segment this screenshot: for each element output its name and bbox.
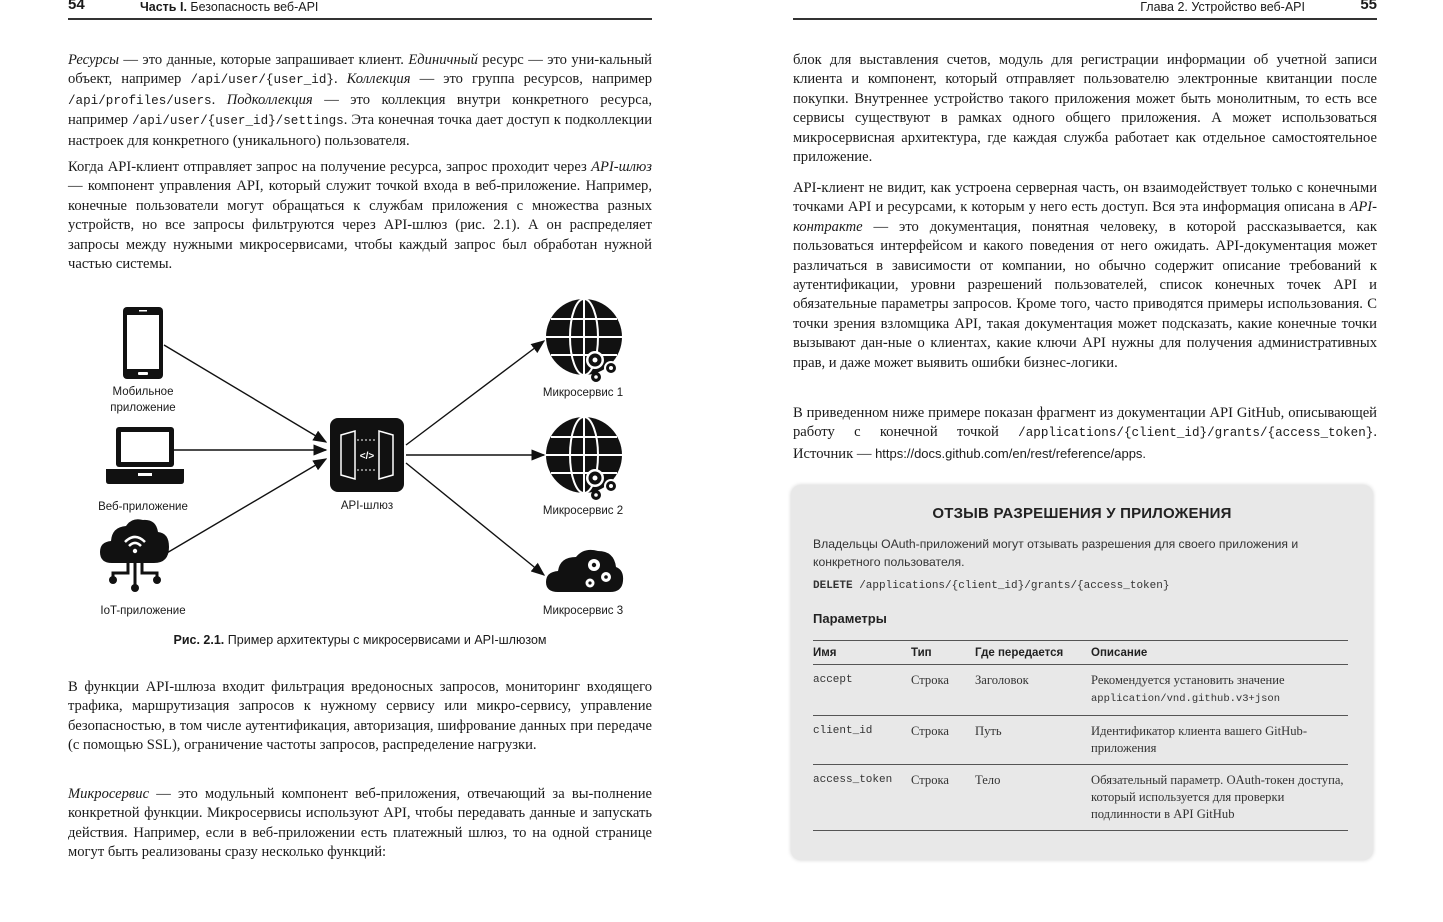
doc-endpoint: DELETE /applications/{client_id}/grants/{access_token}	[813, 580, 1170, 592]
paragraph-api-gateway: Когда API-клиент отправляет запрос на получение ресурса, запрос проходит через API-шлюз — компонент управления API, который служит точкой входа в веб-приложение. Например, конечные пользователи могут обращаться к службам приложения с множества разных устройств, но все запросы фильтруются через API-шлюз (рис. 2.1). А он распределяет запросы между нужными микросервисами, чтобы каждый запрос был обработан нужной частью системы.	[68, 159, 652, 273]
page-number: 54	[68, 0, 85, 13]
paragraph-github-example: В приведенном ниже примере показан фрагмент из документации API GitHub, описывающей работу с конечной точкой /applications/{client_id}/grants/{access_token}. Источник — https://docs.github.com/en/rest/reference/apps.	[793, 405, 1377, 462]
label-mobile-app: Мобильное приложение	[110, 386, 176, 414]
globe-gear-icon-1	[546, 299, 622, 382]
source-link[interactable]: https://docs.github.com/en/rest/reference/apps.	[875, 445, 1147, 461]
label-microservice-1: Микросервис 1	[542, 387, 624, 399]
label-web-app: Веб-приложение	[98, 501, 188, 513]
paragraph-microservice: Микросервис — это модульный компонент веб-приложения, отвечающий за вы-полнение конкретной функции. Микросервисы используют API, чтобы передавать данные и запускать действия. Например, если в веб-приложении есть платежный шлюз, то на одной странице могут быть реализованы сразу несколько функций:	[68, 786, 652, 861]
col-type: Тип	[911, 641, 975, 665]
label-iot-app: IoT-приложение	[100, 605, 186, 617]
col-description: Описание	[1091, 641, 1348, 665]
doc-params-heading: Параметры	[813, 611, 887, 626]
table-row: client_id Строка Путь Идентификатор клиента вашего GitHub-приложения	[813, 716, 1348, 765]
doc-title: ОТЗЫВ РАЗРЕШЕНИЯ У ПРИЛОЖЕНИЯ	[932, 505, 1232, 522]
col-in: Где передается	[975, 641, 1091, 665]
diagram-canvas	[68, 295, 652, 630]
table-row: access_token Строка Тело Обязательный параметр. OAuth-токен доступа, который используется для проверки подлинности в API GitHub	[813, 765, 1348, 831]
label-microservice-3: Микросервис 3	[542, 605, 624, 617]
svg-text:</>: </>	[359, 451, 375, 462]
page-number: 55	[1360, 0, 1377, 13]
paragraph-gateway-functions: В функции API-шлюза входит фильтрация вредоносных запросов, мониторинг входящего трафика, маршрутизация запросов к нужному сервису или микро-сервису, управление безопасностью, в том числе аутентификация, авторизация, шифрование данных при передаче (с помощью SSL), ограничение частоты запросов, распределение нагрузки.	[68, 679, 652, 754]
right-page	[793, 0, 1377, 462]
api-gateway-icon	[330, 418, 404, 492]
running-head-left	[68, 0, 652, 20]
paragraph-api-contract: API-клиент не видит, как устроена серверная часть, он взаимодействует только с конечными точками API и ресурсами, к которым у него есть доступ. Вся эта информация описана в API-контракте — это документация, понятная человеку, в которой рассказывается, как пользоваться интерфейсом и какого поведения от него ожидать. API-документация может различаться в зависимости от компании, но обычно содержит описание требований к аутентификации, уровни разрешений пользователей, список конечных точек API и обязательные параметры запросов. Кроме того, часто приводятся примеры использования. С точки зрения взломщика API, такая документация может подсказать, какие конечные точки вызывают дан-ные о клиентах, какие ключи API нужны для получения административных прав, и даже может выявить ошибки бизнес-логики.	[793, 180, 1377, 371]
doc-description: Владельцы OAuth-приложений могут отзывать разрешения для своего приложения и конкретного пользователя.	[813, 537, 1299, 569]
figure-architecture-diagram	[68, 295, 652, 630]
figure-caption: Рис. 2.1. Пример архитектуры с микросервисами и API-шлюзом	[173, 633, 547, 647]
laptop-icon	[106, 427, 184, 484]
running-head-title: Глава 2. Устройство веб-API	[1140, 0, 1305, 14]
paragraph-app-structure: блок для выставления счетов, модуль для регистрации информации об учетной записи клиента и компонент, который отправляет пользователю электронные квитанции после покупки. Внутреннее устройство такого приложения может быть монолитным, то есть все сервисы существуют в рамках одного общего приложения. А может использоваться микросервисная архитектура, где каждая служба работает как отдельное самостоятельное приложение.	[793, 52, 1377, 166]
mobile-phone-icon	[123, 307, 163, 379]
running-head-right	[793, 0, 1377, 20]
table-row: accept Строка Заголовок Рекомендуется установить значение application/vnd.github.v3+json	[813, 665, 1348, 716]
cloud-gear-icon	[546, 550, 623, 592]
globe-gear-icon-2	[546, 417, 622, 500]
paragraph-resources: Ресурсы — это данные, которые запрашивает клиент. Единичный ресурс — это уни-кальный объект, например /api/user/{user_id}. Коллекция — это группа ресурсов, например /api/profiles/users. Подколлекция — это коллекция внутри конкретного ресурса, например /api/user/{user_id}/settings. Эта конечная точка дает доступ к подколлекции настроек для конкретного (уникального) пользователя.	[68, 52, 653, 149]
github-doc-excerpt	[791, 485, 1373, 860]
label-microservice-2: Микросервис 2	[542, 505, 624, 517]
table-header-row	[813, 641, 1348, 665]
col-name: Имя	[813, 641, 911, 665]
running-head-title: Часть I. Безопасность веб-API	[140, 0, 319, 14]
iot-cloud-icon	[100, 519, 169, 592]
params-table	[813, 640, 1348, 831]
label-api-gateway: API-шлюз	[340, 500, 394, 512]
